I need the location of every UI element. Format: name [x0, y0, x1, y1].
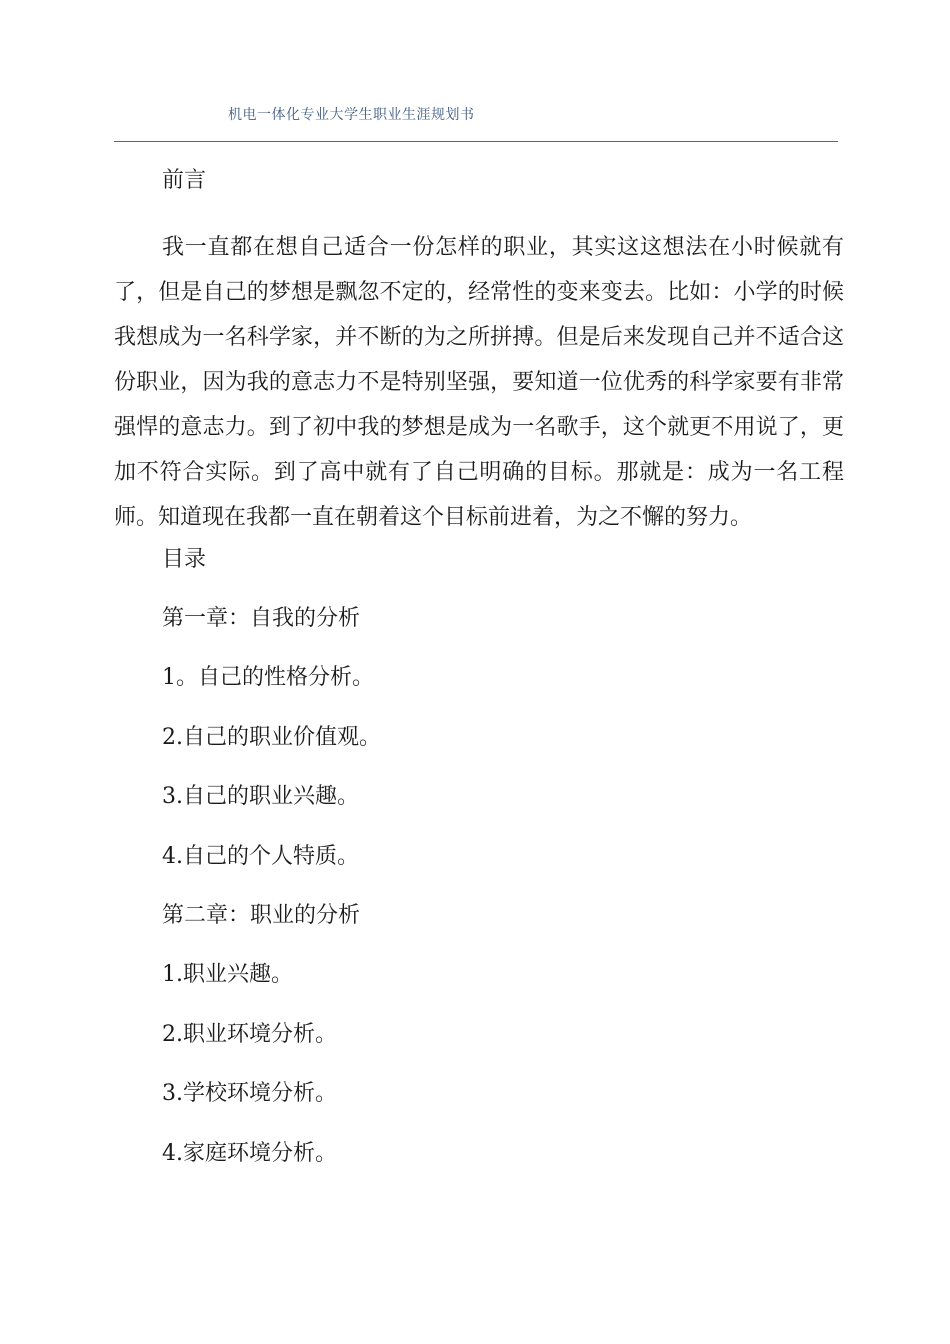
preface-heading: 前言: [162, 168, 207, 193]
document-header-title: 机电一体化专业大学生职业生涯规划书: [228, 107, 475, 123]
chapter-1-item-4: 4.自己的个人特质。: [162, 844, 359, 869]
chapter-2-title: 第二章：职业的分析: [162, 903, 361, 928]
preface-paragraph: 我一直都在想自己适合一份怎样的职业，其实这这想法在小时候就有了，但是自己的梦想是飘忽不定的，经常性的变来变去。比如：小学的时候我想成为一名科学家，并不断的为之所拼搏。但是后来发现自己并不适合这份职业，因为我的意志力不是特别坚强，要知道一位优秀的科学家要有非常强悍的意志力。到了初中我的梦想是成为一名歌手，这个就更不用说了，更加不符合实际。到了高中就有了自己明确的目标。那就是：成为一名工程师。知道现在我都一直在朝着这个目标前进着，为之不懈的努力。: [114, 235, 844, 530]
chapter-2-item-3: 3.学校环境分析。: [162, 1081, 337, 1106]
toc-heading: 目录: [162, 547, 207, 572]
chapter-1-item-3: 3.自己的职业兴趣。: [162, 784, 359, 809]
chapter-2-item-4: 4.家庭环境分析。: [162, 1141, 337, 1166]
chapter-1-item-1: 1。自己的性格分析。: [162, 665, 374, 690]
chapter-2-item-2: 2.职业环境分析。: [162, 1022, 337, 1047]
header-divider: [114, 141, 838, 142]
chapter-1-title: 第一章：自我的分析: [162, 606, 361, 631]
chapter-1-item-2: 2.自己的职业价值观。: [162, 725, 381, 750]
chapter-2-item-1: 1.职业兴趣。: [162, 962, 293, 987]
